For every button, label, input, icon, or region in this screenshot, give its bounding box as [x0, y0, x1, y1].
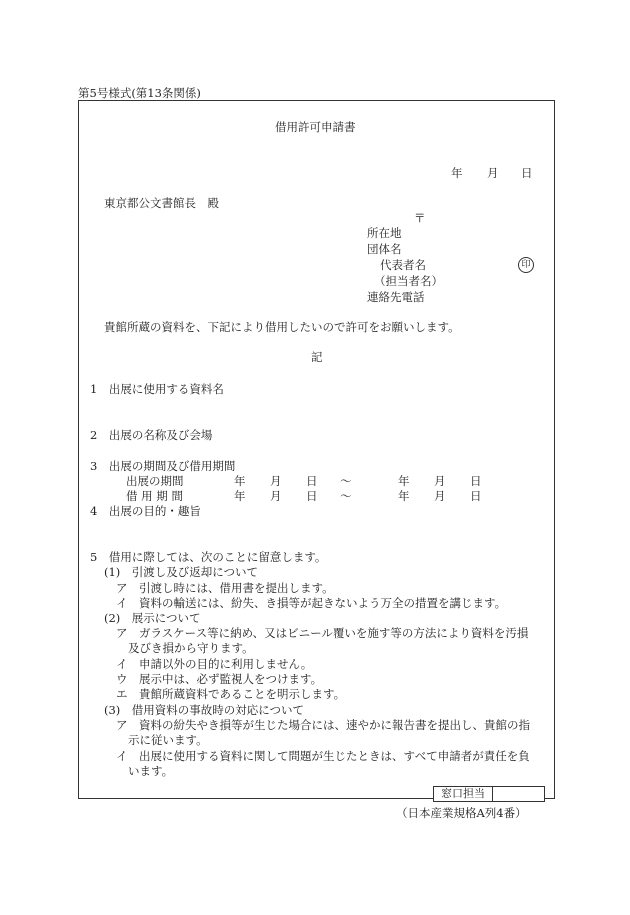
sub-3-a-line1: ア 資料の紛失やき損等が生じた場合には、速やかに報告書を提出し、貴館の指 [116, 718, 530, 732]
applicant-phone-label: 連絡先電話 [367, 290, 425, 304]
sub-1-a: ア 引渡し時には、借用書を提出します。 [116, 581, 334, 595]
sub-1-i: イ 資料の輸送には、紛失、き損等が起きないよう万全の措置を講じます。 [116, 596, 507, 610]
loan-end-year: 年 [398, 489, 410, 503]
form-id: 第5号様式(第13条関係) [78, 86, 201, 100]
applicant-address-label: 所在地 [367, 226, 402, 240]
addressee: 東京都公文書館長 殿 [104, 196, 219, 210]
exhibit-period-label: 出展の期間 [126, 474, 184, 488]
sub-2-a-line1: ア ガラスケース等に納め、又はビニール覆いを施す等の方法により資料を汚損 [116, 626, 529, 640]
date-year: 年 [451, 166, 463, 180]
loan-start-day: 日 [306, 489, 318, 503]
sub-3-a-line2: 示に従います。 [128, 733, 208, 747]
loan-start-year: 年 [234, 489, 246, 503]
exhibit-end-year: 年 [398, 474, 410, 488]
item-2: 2 出展の名称及び会場 [90, 428, 213, 442]
item-4: 4 出展の目的・趣旨 [90, 504, 201, 518]
window-staff-blank [493, 787, 544, 801]
sub-1: (1) 引渡し及び返却について [104, 565, 259, 579]
loan-start-month: 月 [270, 489, 282, 503]
item-1: 1 出展に使用する資料名 [90, 382, 224, 396]
exhibit-start-month: 月 [270, 474, 282, 488]
form-title: 借用許可申請書 [275, 120, 356, 134]
sub-3-i-line1: イ 出展に使用する資料に関して問題が生じたときは、すべて申請者が責任を負 [116, 749, 530, 763]
sub-3: (3) 借用資料の事故時の対応について [104, 703, 305, 717]
exhibit-end-month: 月 [434, 474, 446, 488]
seal-mark: 印 [518, 257, 534, 273]
exhibit-end-day: 日 [470, 474, 482, 488]
sub-2: (2) 展示について [104, 611, 201, 625]
window-staff-box [433, 786, 545, 802]
sub-2-a-line2: 及びき損から守ります。 [128, 641, 254, 655]
sub-2-i: イ 申請以外の目的に利用しません。 [116, 657, 313, 671]
loan-end-day: 日 [470, 489, 482, 503]
applicant-representative-label: 代表者名 [380, 258, 426, 272]
sub-2-e: エ 貴館所蔵資料であることを明示します。 [116, 687, 346, 701]
exhibit-start-year: 年 [234, 474, 246, 488]
item-3: 3 出展の期間及び借用期間 [90, 459, 236, 473]
date-month: 月 [487, 166, 499, 180]
request-text: 貴館所蔵の資料を、下記により借用したいので許可をお願いします。 [104, 320, 460, 334]
postal-mark: 〒 [414, 211, 426, 225]
window-staff-label: 窓口担当 [434, 787, 493, 801]
exhibit-wave: ～ [340, 474, 352, 488]
loan-period-label: 借 用 期 間 [126, 489, 183, 503]
applicant-contact-person-label: （担当者名） [374, 274, 443, 288]
loan-wave: ～ [340, 489, 352, 503]
ki-heading: 記 [311, 350, 323, 364]
applicant-organization-label: 団体名 [367, 242, 402, 256]
sub-2-u: ウ 展示中は、必ず監視人をつけます。 [116, 672, 323, 686]
exhibit-start-day: 日 [306, 474, 318, 488]
item-5: 5 借用に際しては、次のことに留意します。 [90, 550, 327, 564]
loan-end-month: 月 [434, 489, 446, 503]
date-day: 日 [521, 166, 533, 180]
footnote: （日本産業規格A列4番） [396, 806, 527, 820]
sub-3-i-line2: います。 [128, 764, 174, 778]
